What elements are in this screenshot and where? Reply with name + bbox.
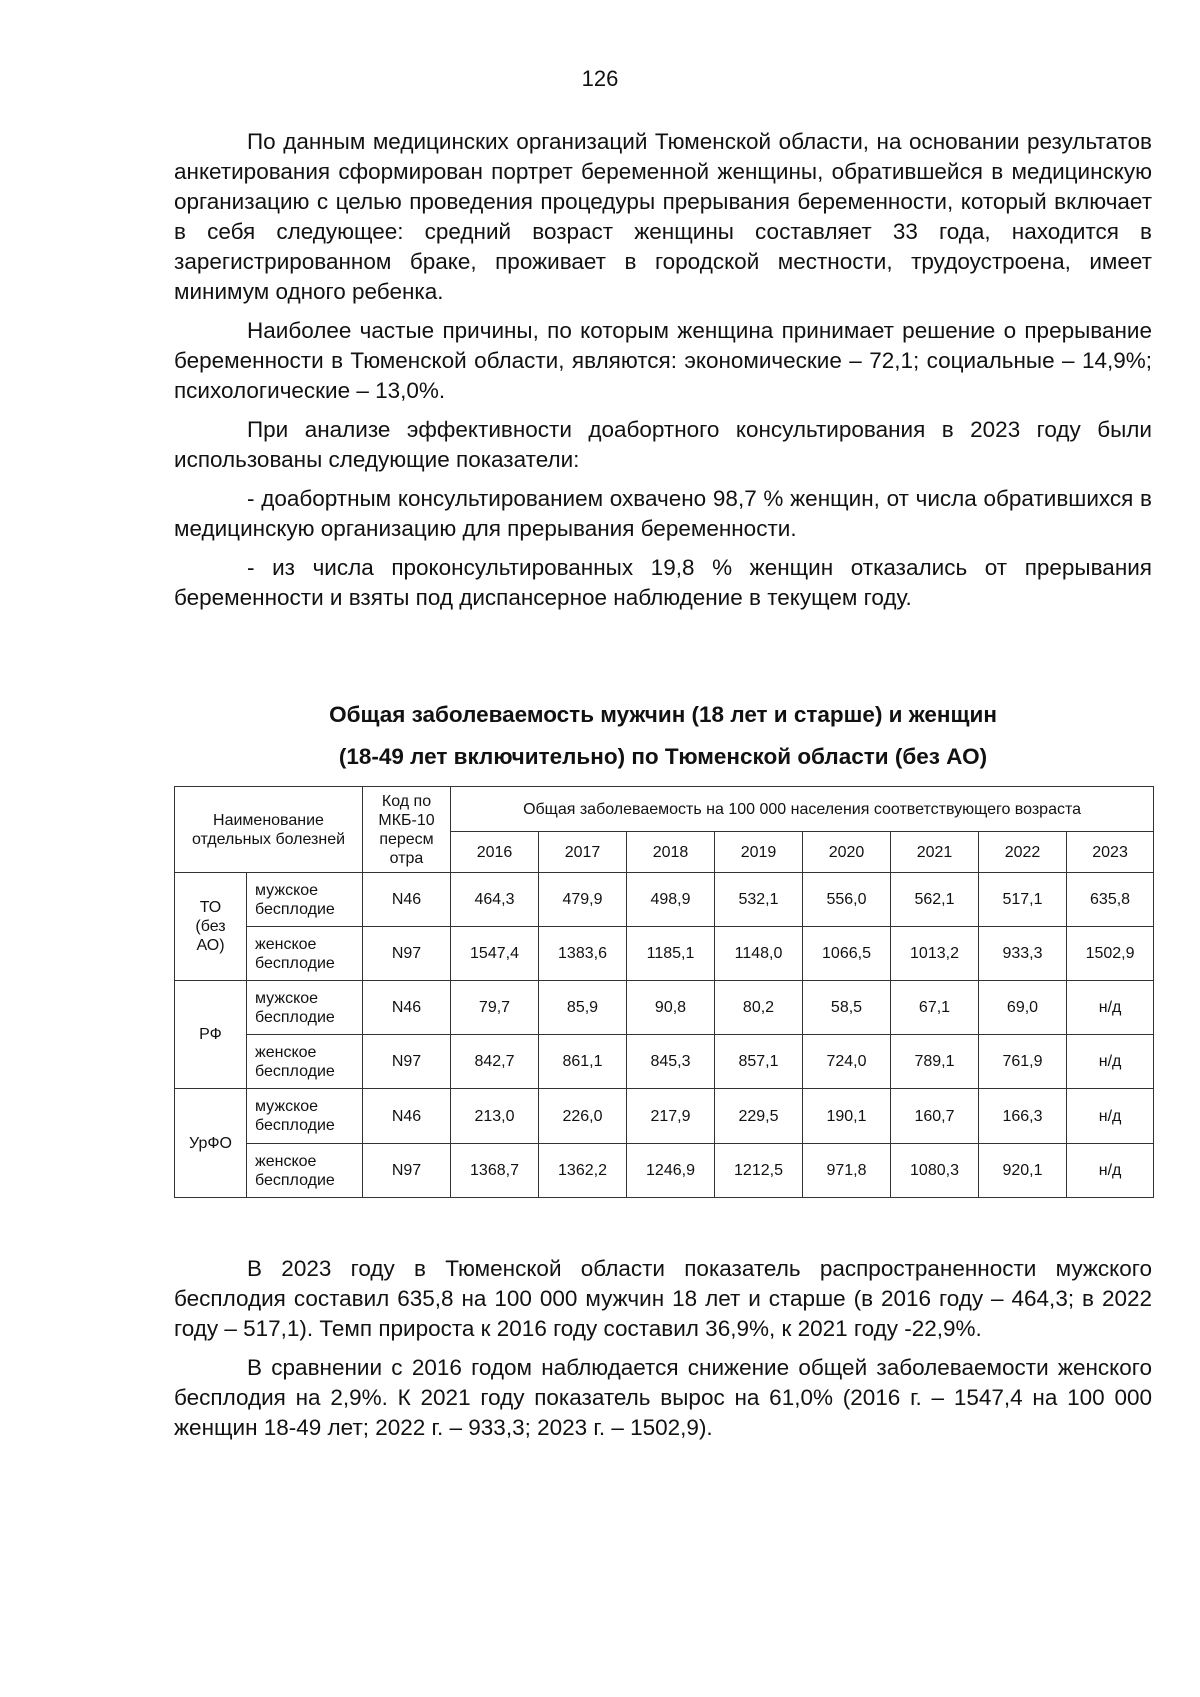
value-cell: 69,0 (979, 981, 1067, 1035)
paragraph-coverage: - доабортным консультированием охвачено 98,7 % женщин, от числа обратившихся в медицинскую организацию для прерывания беременности. (174, 486, 1152, 541)
value-cell: 67,1 (891, 981, 979, 1035)
value-cell: 517,1 (979, 873, 1067, 927)
table-title-line2: (18-49 лет включительно) по Тюменской области (без АО) (338, 744, 988, 769)
header-icd-code: Код по МКБ-10 пересм отра (363, 787, 451, 873)
value-cell: 724,0 (803, 1035, 891, 1089)
value-cell: 1368,7 (451, 1144, 539, 1198)
value-cell: 90,8 (627, 981, 715, 1035)
value-cell: 562,1 (891, 873, 979, 927)
intro-text (174, 127, 1152, 622)
header-year: 2021 (891, 832, 979, 873)
value-cell: 498,9 (627, 873, 715, 927)
value-cell: 845,3 (627, 1035, 715, 1089)
table-row (175, 1144, 1154, 1198)
value-cell: 85,9 (539, 981, 627, 1035)
value-cell: 160,7 (891, 1089, 979, 1144)
table-row (175, 927, 1154, 981)
value-cell: 761,9 (979, 1035, 1067, 1089)
disease-cell: женское бесплодие (247, 927, 363, 981)
code-cell: N97 (363, 927, 451, 981)
region-cell: РФ (175, 981, 247, 1089)
value-cell: 1080,3 (891, 1144, 979, 1198)
value-cell: 1013,2 (891, 927, 979, 981)
value-cell: 190,1 (803, 1089, 891, 1144)
disease-cell: мужское бесплодие (247, 981, 363, 1035)
page-number: 126 (581, 66, 619, 91)
paragraph-portrait: По данным медицинских организаций Тюменской области, на основании результатов анкетирования сформирован портрет беременной женщины, обратившейся в медицинскую организацию с целью проведения процедуры прерывания беременности, который включает в себя следующее: средний возраст женщины составляет 33 года, находится в зарегистрированном браке, проживает в городской местности, трудоустроена, имеет минимум одного ребенка. (174, 129, 1152, 304)
disease-cell: женское бесплодие (247, 1144, 363, 1198)
header-year: 2020 (803, 832, 891, 873)
value-cell: 1212,5 (715, 1144, 803, 1198)
value-cell: 1547,4 (451, 927, 539, 981)
value-cell: 556,0 (803, 873, 891, 927)
value-cell: 842,7 (451, 1035, 539, 1089)
value-cell: 464,3 (451, 873, 539, 927)
paragraph-female-infertility: В сравнении с 2016 годом наблюдается снижение общей заболеваемости женского бесплодия на 2,9%. К 2021 году показатель вырос на 61,0% (2016 г. – 1547,4 на 100 000 женщин 18-49 лет; 2022 г. – 933,3; 2023 г. – 1502,9). (174, 1355, 1152, 1440)
value-cell: 1148,0 (715, 927, 803, 981)
value-cell: н/д (1067, 981, 1154, 1035)
value-cell: 971,8 (803, 1144, 891, 1198)
value-cell: 479,9 (539, 873, 627, 927)
paragraph-analysis: При анализе эффективности доабортного консультирования в 2023 году были использованы следующие показатели: (174, 417, 1152, 472)
header-year: 2016 (451, 832, 539, 873)
header-morbidity-group: Общая заболеваемость на 100 000 населения соответствующего возраста (451, 787, 1154, 832)
value-cell: 933,3 (979, 927, 1067, 981)
value-cell: 166,3 (979, 1089, 1067, 1144)
value-cell: 532,1 (715, 873, 803, 927)
value-cell: 1383,6 (539, 927, 627, 981)
value-cell: 226,0 (539, 1089, 627, 1144)
value-cell: 1246,9 (627, 1144, 715, 1198)
value-cell: 1502,9 (1067, 927, 1154, 981)
table-row (175, 1089, 1154, 1144)
table-title-line1: Общая заболеваемость мужчин (18 лет и старше) и женщин (329, 702, 997, 727)
value-cell: н/д (1067, 1035, 1154, 1089)
table-row (175, 1035, 1154, 1089)
header-year: 2022 (979, 832, 1067, 873)
header-year: 2023 (1067, 832, 1154, 873)
value-cell: н/д (1067, 1144, 1154, 1198)
disease-cell: мужское бесплодие (247, 873, 363, 927)
value-cell: 229,5 (715, 1089, 803, 1144)
header-disease-name: Наименование отдельных болезней (175, 787, 363, 873)
region-cell: ТО (без АО) (175, 873, 247, 981)
paragraph-male-infertility: В 2023 году в Тюменской области показатель распространенности мужского бесплодия составил 635,8 на 100 000 мужчин 18 лет и старше (в 2016 году – 464,3; в 2022 году – 517,1). Темп прироста к 2016 году составил 36,9%, к 2021 году -22,9%. (174, 1256, 1152, 1341)
code-cell: N46 (363, 981, 451, 1035)
region-cell: УрФО (175, 1089, 247, 1198)
conclusion-text (174, 1254, 1152, 1452)
paragraph-refusal: - из числа проконсультированных 19,8 % женщин отказались от прерывания беременности и взяты под диспансерное наблюдение в текущем году. (174, 555, 1152, 610)
value-cell: 213,0 (451, 1089, 539, 1144)
disease-cell: женское бесплодие (247, 1035, 363, 1089)
paragraph-reasons: Наиболее частые причины, по которым женщина принимает решение о прерывание беременности в Тюменской области, являются: экономические – 72,1; социальные – 14,9%; психологические – 13,0%. (174, 318, 1152, 403)
value-cell: 789,1 (891, 1035, 979, 1089)
morbidity-table (174, 786, 1154, 1198)
value-cell: 857,1 (715, 1035, 803, 1089)
value-cell: н/д (1067, 1089, 1154, 1144)
code-cell: N97 (363, 1035, 451, 1089)
value-cell: 1066,5 (803, 927, 891, 981)
header-year: 2019 (715, 832, 803, 873)
header-year: 2017 (539, 832, 627, 873)
value-cell: 635,8 (1067, 873, 1154, 927)
table-row (175, 981, 1154, 1035)
code-cell: N46 (363, 873, 451, 927)
value-cell: 217,9 (627, 1089, 715, 1144)
disease-cell: мужское бесплодие (247, 1089, 363, 1144)
header-year: 2018 (627, 832, 715, 873)
value-cell: 1185,1 (627, 927, 715, 981)
table-header-row (175, 787, 1154, 832)
table-row (175, 873, 1154, 927)
code-cell: N97 (363, 1144, 451, 1198)
value-cell: 58,5 (803, 981, 891, 1035)
value-cell: 80,2 (715, 981, 803, 1035)
value-cell: 79,7 (451, 981, 539, 1035)
code-cell: N46 (363, 1089, 451, 1144)
value-cell: 861,1 (539, 1035, 627, 1089)
value-cell: 920,1 (979, 1144, 1067, 1198)
value-cell: 1362,2 (539, 1144, 627, 1198)
